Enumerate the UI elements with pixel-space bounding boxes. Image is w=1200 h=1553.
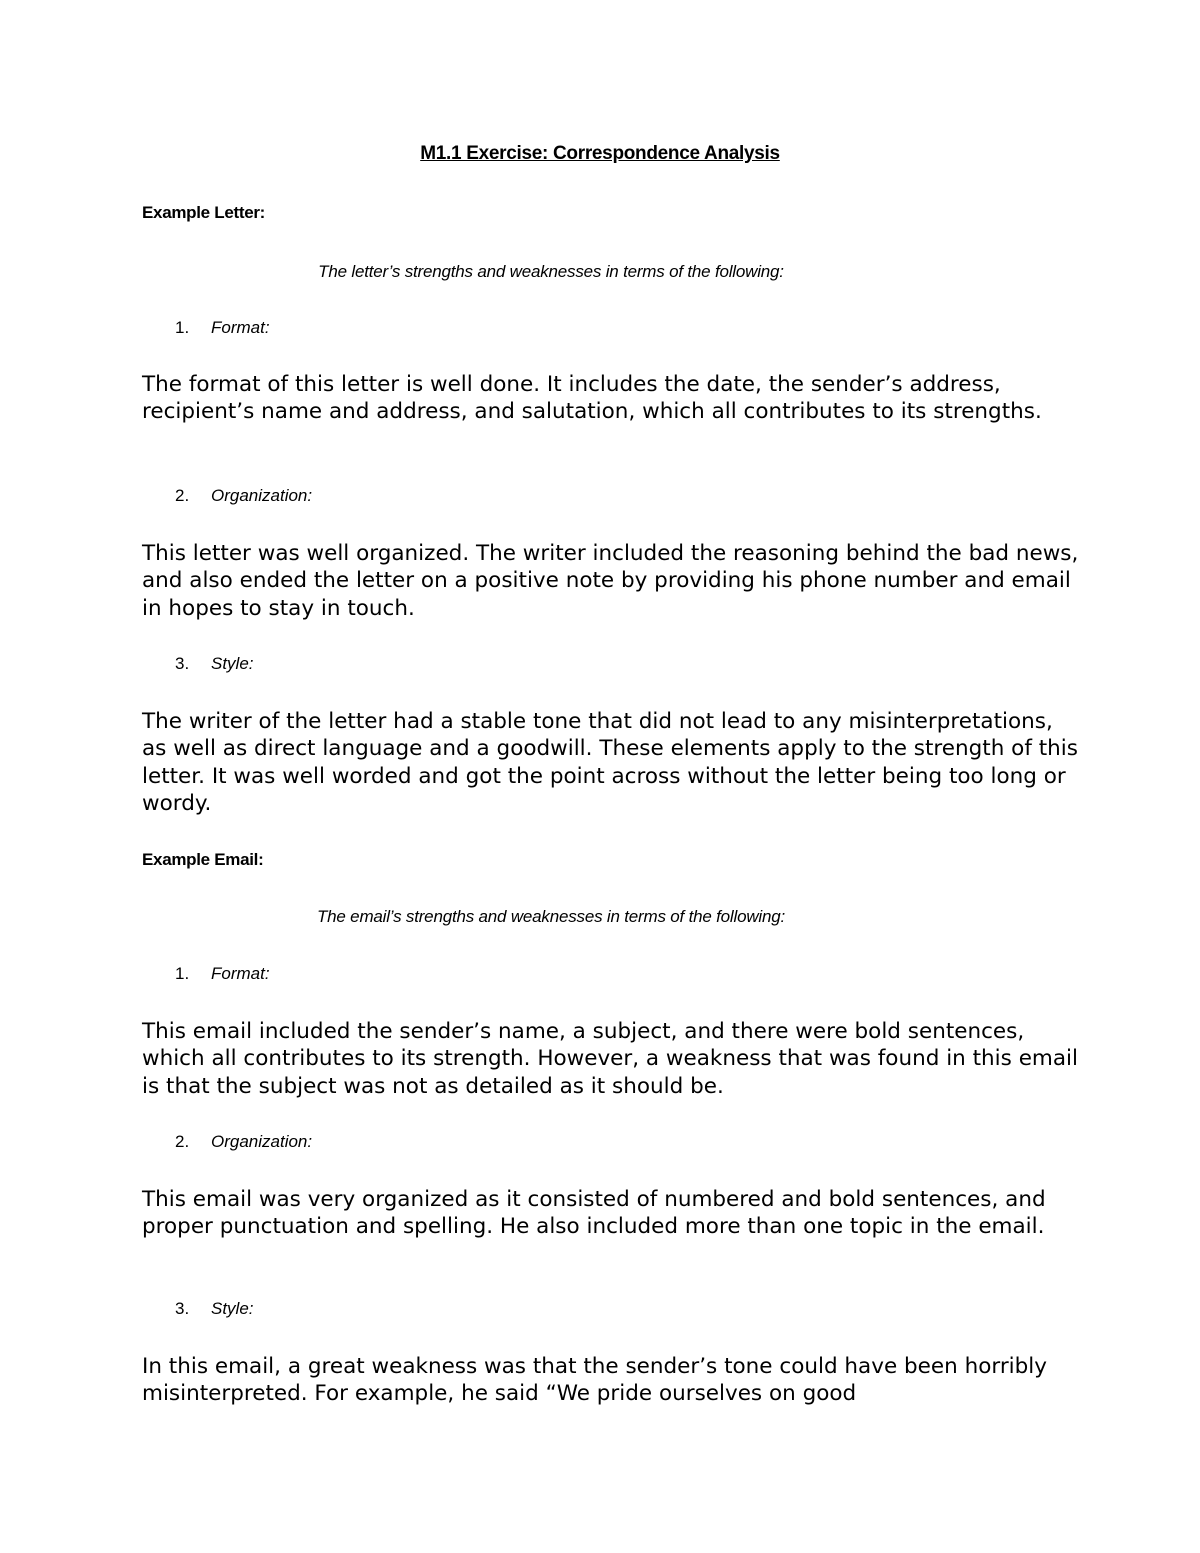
document-title: M1.1 Exercise: Correspondence Analysis bbox=[420, 143, 780, 164]
email-item-organization-label bbox=[175, 1132, 312, 1152]
letter-format-paragraph: The format of this letter is well done. It includes the date, the sender’s address, recipient’s name and address, and salutation, which all contributes to its strengths. bbox=[142, 372, 1042, 425]
list-label: Format: bbox=[211, 318, 270, 337]
letter-section-heading: Example Letter: bbox=[142, 203, 266, 222]
list-label: Organization: bbox=[211, 1132, 313, 1151]
list-number: 1. bbox=[175, 964, 190, 983]
letter-style-paragraph: The writer of the letter had a stable tone that did not lead to any misinterpretations, as well as direct language and a goodwill. These elements apply to the strength of this letter. It was well worded and got the point across without the letter being too long or wordy. bbox=[142, 709, 1078, 816]
list-label: Style: bbox=[211, 654, 254, 673]
letter-item-style-label bbox=[175, 654, 254, 674]
list-number: 2. bbox=[175, 1132, 190, 1151]
list-number: 1. bbox=[175, 318, 190, 337]
list-label: Format: bbox=[211, 964, 270, 983]
letter-section-intro: The letter’s strengths and weaknesses in terms of the following: bbox=[318, 262, 784, 281]
email-organization-paragraph: This email was very organized as it consisted of numbered and bold sentences, and proper punctuation and spelling. He also included more than one topic in the email. bbox=[142, 1187, 1046, 1240]
list-number: 3. bbox=[175, 1299, 190, 1318]
email-item-style-label bbox=[175, 1299, 254, 1319]
email-style-paragraph: In this email, a great weakness was that the sender’s tone could have been horribly misinterpreted. For example, he said “We pride ourselves on good bbox=[142, 1354, 1047, 1407]
letter-organization-paragraph: This letter was well organized. The writer included the reasoning behind the bad news, and also ended the letter on a positive note by providing his phone number and email in hopes to stay in touch. bbox=[142, 541, 1079, 621]
list-label: Organization: bbox=[211, 486, 313, 505]
letter-item-organization-label bbox=[175, 486, 312, 506]
letter-item-format-label bbox=[175, 318, 270, 338]
list-label: Style: bbox=[211, 1299, 254, 1318]
email-item-format-label bbox=[175, 964, 270, 984]
email-format-paragraph: This email included the sender’s name, a subject, and there were bold sentences, which all contributes to its strength. However, a weakness that was found in this email is that the subject was not as detailed as it should be. bbox=[142, 1019, 1078, 1099]
list-number: 3. bbox=[175, 654, 190, 673]
list-number: 2. bbox=[175, 486, 190, 505]
email-section-heading: Example Email: bbox=[142, 850, 264, 869]
email-section-intro: The email’s strengths and weaknesses in terms of the following: bbox=[316, 907, 786, 926]
